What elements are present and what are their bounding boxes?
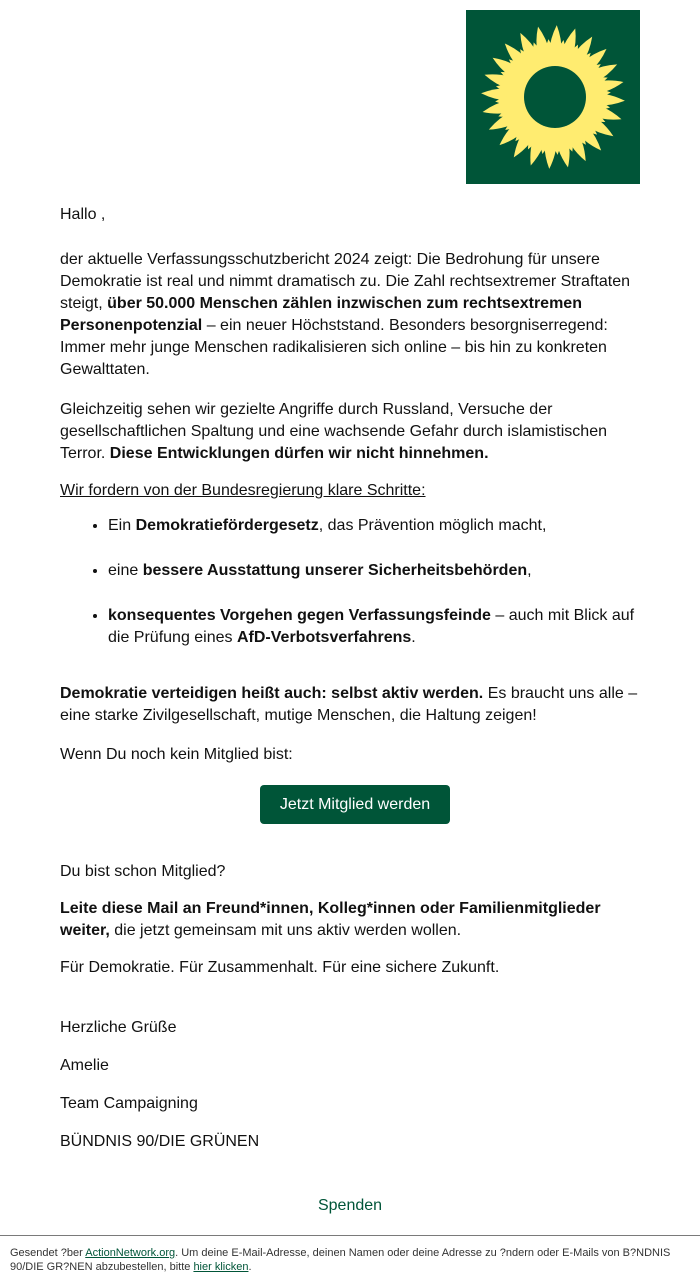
member-question: Du bist schon Mitglied? xyxy=(60,863,226,880)
demands-list xyxy=(60,515,650,649)
signoff-team: Team Campaigning xyxy=(60,1095,198,1112)
paragraph-threat: der aktuelle Verfassungsschutzbericht 2024 zeigt: Die Bedrohung für unsere Demokratie ist real und nimmt dramatisch zu. Die Zahl rechtsextremer Straftaten steigt, über 50.000 Menschen zählen inzwischen zum rechtsextremen Personenpotenzial – ein neuer Höchststand. Besonders besorgniserregend: Immer mehr junge Menschen radikalisieren sich online – bis hin zu konkreten Gewalttaten. xyxy=(60,251,630,378)
demands-heading: Wir fordern von der Bundesregierung klare Schritte: xyxy=(60,482,426,499)
signoff-greeting: Herzliche Grüße xyxy=(60,1019,177,1036)
unsubscribe-link[interactable]: hier klicken xyxy=(193,1261,249,1273)
paragraph-attacks: Gleichzeitig sehen wir gezielte Angriffe durch Russland, Versuche der gesellschaftlichen Spaltung und eine wachsende Gefahr durch islamistischen Terror. Diese Entwicklungen dürfen wir nicht hinnehmen. xyxy=(60,401,607,462)
motto: Für Demokratie. Für Zusammenhalt. Für eine sichere Zukunft. xyxy=(60,959,500,976)
list-item: • konsequentes Vorgehen gegen Verfassungsfeinde – auch mit Blick auf die Prüfung eines AfD-Verbotsverfahrens. xyxy=(108,605,650,649)
forward-text: Leite diese Mail an Freund*innen, Kolleg*innen oder Familienmitglieder weiter, die jetzt gemeinsam mit uns aktiv werden wollen. xyxy=(60,900,601,939)
join-button[interactable]: Jetzt Mitglied werden xyxy=(260,785,450,824)
paragraph-defend: Demokratie verteidigen heißt auch: selbst aktiv werden. Es braucht uns alle – eine starke Zivilgesellschaft, mutige Menschen, die Haltung zeigen! xyxy=(60,685,638,724)
no-member-text: Wenn Du noch kein Mitglied bist: xyxy=(60,746,293,763)
list-item: • Ein Demokratiefördergesetz, das Prävention möglich macht, xyxy=(108,515,650,537)
signoff-name: Amelie xyxy=(60,1057,109,1074)
actionnetwork-link[interactable]: ActionNetwork.org xyxy=(85,1247,176,1259)
signoff-org: BÜNDNIS 90/DIE GRÜNEN xyxy=(60,1133,260,1150)
donate-link[interactable]: Spenden xyxy=(317,1197,383,1214)
party-logo xyxy=(466,10,640,184)
sunflower-center xyxy=(524,66,586,128)
sunflower-icon xyxy=(466,10,640,184)
footer: Gesendet ?ber ActionNetwork.org. Um deine E-Mail-Adresse, deinen Namen oder deine Adresse zu ?ndern oder E-Mails von B?NDNIS 90/DIE GR?NEN abzubestellen, bitte hier klicken. xyxy=(0,1235,700,1286)
greeting: Hallo , xyxy=(60,206,106,223)
list-item: • eine bessere Ausstattung unserer Sicherheitsbehörden, xyxy=(108,560,650,582)
email-body xyxy=(60,204,650,1169)
